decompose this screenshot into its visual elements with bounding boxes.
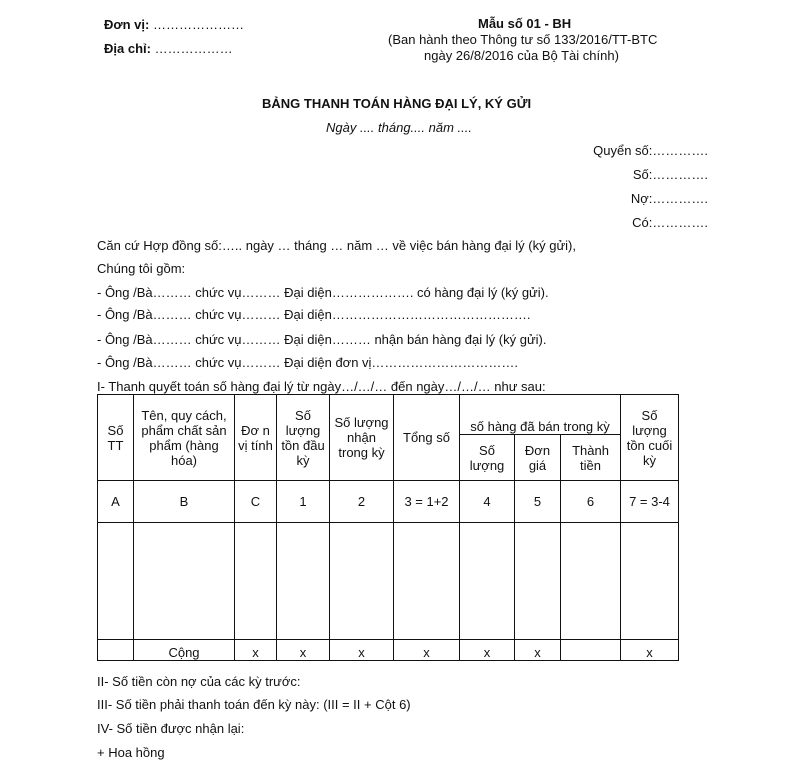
- code-cell: 6: [561, 481, 621, 523]
- section-iv-line: IV- Số tiền được nhận lại:: [97, 721, 245, 736]
- table-header-row-1: [98, 395, 679, 435]
- issued-line-1: (Ban hành theo Thông tư số 133/2016/TT-BTC: [388, 32, 658, 47]
- header-sold-price: Đơn giá: [515, 435, 561, 481]
- header-received-qty: Số lượng nhận trong kỳ: [330, 395, 394, 481]
- code-cell: 4: [460, 481, 515, 523]
- code-cell: 7 = 3-4: [621, 481, 679, 523]
- blank-cell: [277, 523, 330, 640]
- party-line-2: - Ông /Bà……… chức vụ……… Đại diện……………………………………….: [97, 307, 531, 322]
- address-line: [104, 40, 233, 58]
- section-ii-line: II- Số tiền còn nợ của các kỳ trước:: [97, 674, 301, 689]
- blank-cell: [98, 523, 134, 640]
- document-title: BẢNG THANH TOÁN HÀNG ĐẠI LÝ, KÝ GỬI: [262, 96, 532, 111]
- unit-line: [104, 16, 244, 34]
- code-cell: C: [235, 481, 277, 523]
- total-cell: x: [394, 640, 460, 661]
- table-code-row: [98, 481, 679, 523]
- blank-cell: [394, 523, 460, 640]
- table-total-row: [98, 640, 679, 661]
- code-cell: 3 = 1+2: [394, 481, 460, 523]
- header-opening-qty: Số lượng tồn đầu kỳ: [277, 395, 330, 481]
- document-date: Ngày .... tháng.... năm ....: [326, 120, 472, 135]
- code-cell: 2: [330, 481, 394, 523]
- section-iii-line: III- Số tiền phải thanh toán đến kỳ này: (III = II + Cột 6): [97, 697, 411, 712]
- unit-label: Đơn vị:: [104, 17, 150, 32]
- code-cell: B: [134, 481, 235, 523]
- code-cell: A: [98, 481, 134, 523]
- header-product-name: Tên, quy cách, phẩm chất sản phẩm (hàng hóa): [134, 395, 235, 481]
- form-number: Mẫu số 01 - BH: [478, 16, 572, 31]
- party-line-4: - Ông /Bà……… chức vụ……… Đại diện đơn vị…………………………….: [97, 355, 519, 370]
- blank-cell: [235, 523, 277, 640]
- total-cell: x: [621, 640, 679, 661]
- total-cell: x: [515, 640, 561, 661]
- header-stt: Số TT: [98, 395, 134, 481]
- credit-field: Có:………….: [632, 215, 708, 230]
- contract-basis-line: Căn cứ Hợp đồng số:….. ngày … tháng … năm … về việc bán hàng đại lý (ký gửi),: [97, 238, 576, 253]
- blank-cell: [621, 523, 679, 640]
- header-sold-amount: Thành tiền: [561, 435, 621, 481]
- header-unit: Đơ n vị tính: [235, 395, 277, 481]
- total-cell: [98, 640, 134, 661]
- total-cell: x: [235, 640, 277, 661]
- issued-line-2: ngày 26/8/2016 của Bộ Tài chính): [424, 48, 619, 63]
- blank-cell: [515, 523, 561, 640]
- party-line-1: - Ông /Bà……… chức vụ……… Đại diện………………. có hàng đại lý (ký gửi).: [97, 285, 549, 300]
- party-line-3: - Ông /Bà……… chức vụ……… Đại diện……… nhận bán hàng đại lý (ký gửi).: [97, 332, 547, 347]
- total-cell: x: [277, 640, 330, 661]
- header-total: Tổng số: [394, 395, 460, 481]
- total-cell: x: [330, 640, 394, 661]
- total-label: Cộng: [134, 640, 235, 661]
- address-value: ………………: [150, 41, 233, 56]
- book-number-field: Quyển số:………….: [593, 143, 708, 158]
- address-label: Địa chỉ:: [104, 41, 151, 56]
- debit-field: Nợ:………….: [630, 191, 708, 206]
- blank-cell: [330, 523, 394, 640]
- settlement-table: [97, 394, 679, 661]
- unit-value: …………………: [149, 17, 244, 32]
- table-blank-row: [98, 523, 679, 640]
- section-i-heading: I- Thanh quyết toán số hàng đại lý từ ngày…/…/… đến ngày…/…/… như sau:: [97, 379, 546, 394]
- code-cell: 1: [277, 481, 330, 523]
- total-cell: x: [460, 640, 515, 661]
- parties-intro-line: Chúng tôi gồm:: [97, 261, 186, 276]
- blank-cell: [134, 523, 235, 640]
- document-number-field: Số:………….: [632, 167, 708, 182]
- total-cell: [561, 640, 621, 661]
- header-closing-qty: Số lượng tồn cuối kỳ: [621, 395, 679, 481]
- blank-cell: [460, 523, 515, 640]
- header-sold-qty: Số lượng: [460, 435, 515, 481]
- commission-line: + Hoa hồng: [97, 745, 165, 760]
- header-sold-group: số hàng đã bán trong kỳ: [460, 395, 621, 435]
- blank-cell: [561, 523, 621, 640]
- code-cell: 5: [515, 481, 561, 523]
